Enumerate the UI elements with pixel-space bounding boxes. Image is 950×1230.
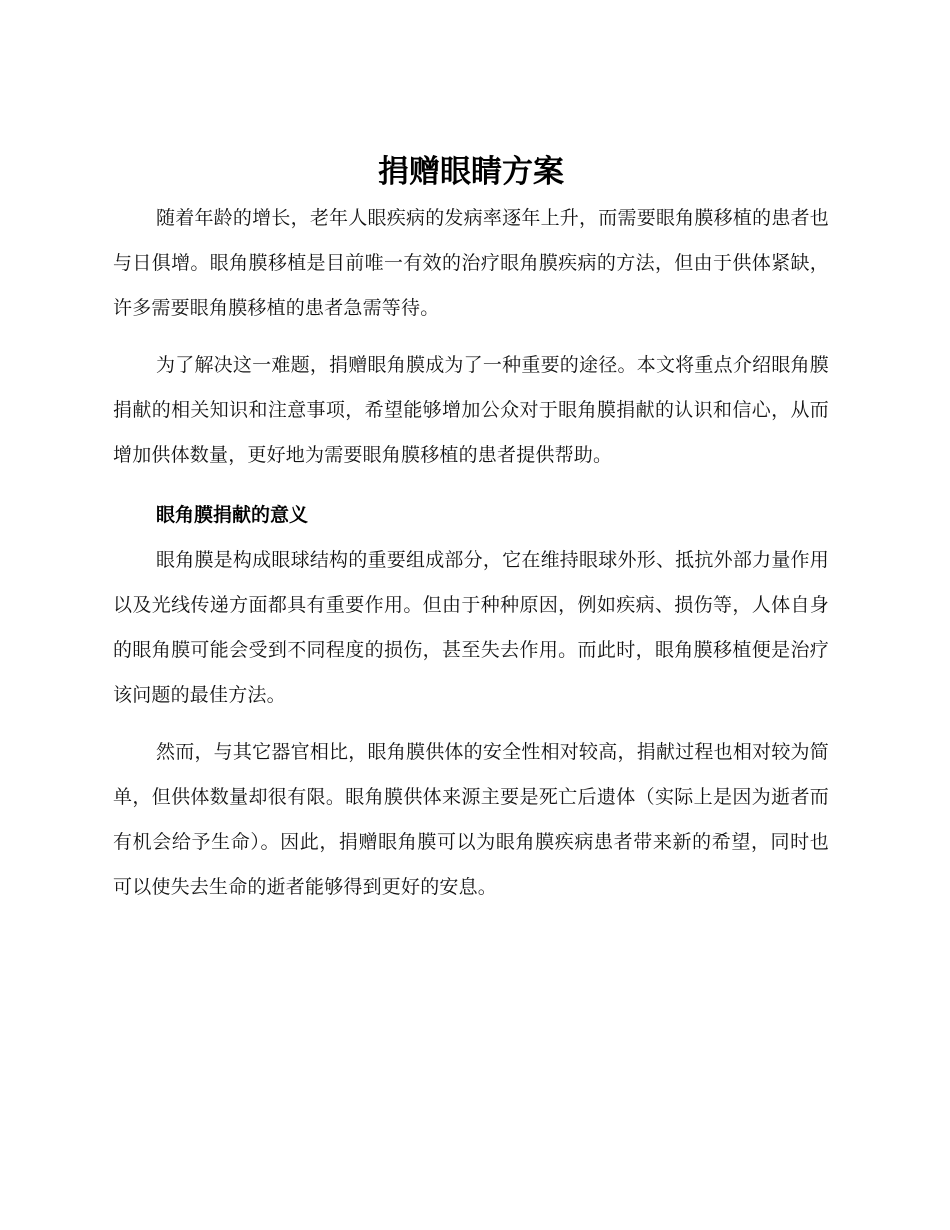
intro-paragraph-2: 为了解决这一难题，捐赠眼角膜成为了一种重要的途径。本文将重点介绍眼角膜捐献的相关知识和注意事项，希望能够增加公众对于眼角膜捐献的认识和信心，从而增加供体数量，更好地为需要眼角膜移植的患者提供帮助。 xyxy=(113,354,829,466)
section-paragraph-1: 眼角膜是构成眼球结构的重要组成部分，它在维持眼球外形、抵抗外部力量作用以及光线传递方面都具有重要作用。但由于种种原因，例如疾病、损伤等，人体自身的眼角膜可能会受到不同程度的损伤，甚至失去作用。而此时，眼角膜移植便是治疗该问题的最佳方法。 xyxy=(113,549,829,706)
section-paragraph-2: 然而，与其它器官相比，眼角膜供体的安全性相对较高，捐献过程也相对较为简单，但供体数量却很有限。眼角膜供体来源主要是死亡后遗体（实际上是因为逝者而有机会给予生命）。因此，捐赠眼角膜可以为眼角膜疾病患者带来新的希望，同时也可以使失去生命的逝者能够得到更好的安息。 xyxy=(113,741,829,898)
document-title: 捐赠眼睛方案 xyxy=(378,154,564,190)
section-heading: 眼角膜捐献的意义 xyxy=(156,504,309,526)
intro-paragraph-1: 随着年龄的增长，老年人眼疾病的发病率逐年上升，而需要眼角膜移植的患者也与日俱增。眼角膜移植是目前唯一有效的治疗眼角膜疾病的方法，但由于供体紧缺，许多需要眼角膜移植的患者急需等待。 xyxy=(113,207,829,319)
document-body xyxy=(113,148,829,910)
